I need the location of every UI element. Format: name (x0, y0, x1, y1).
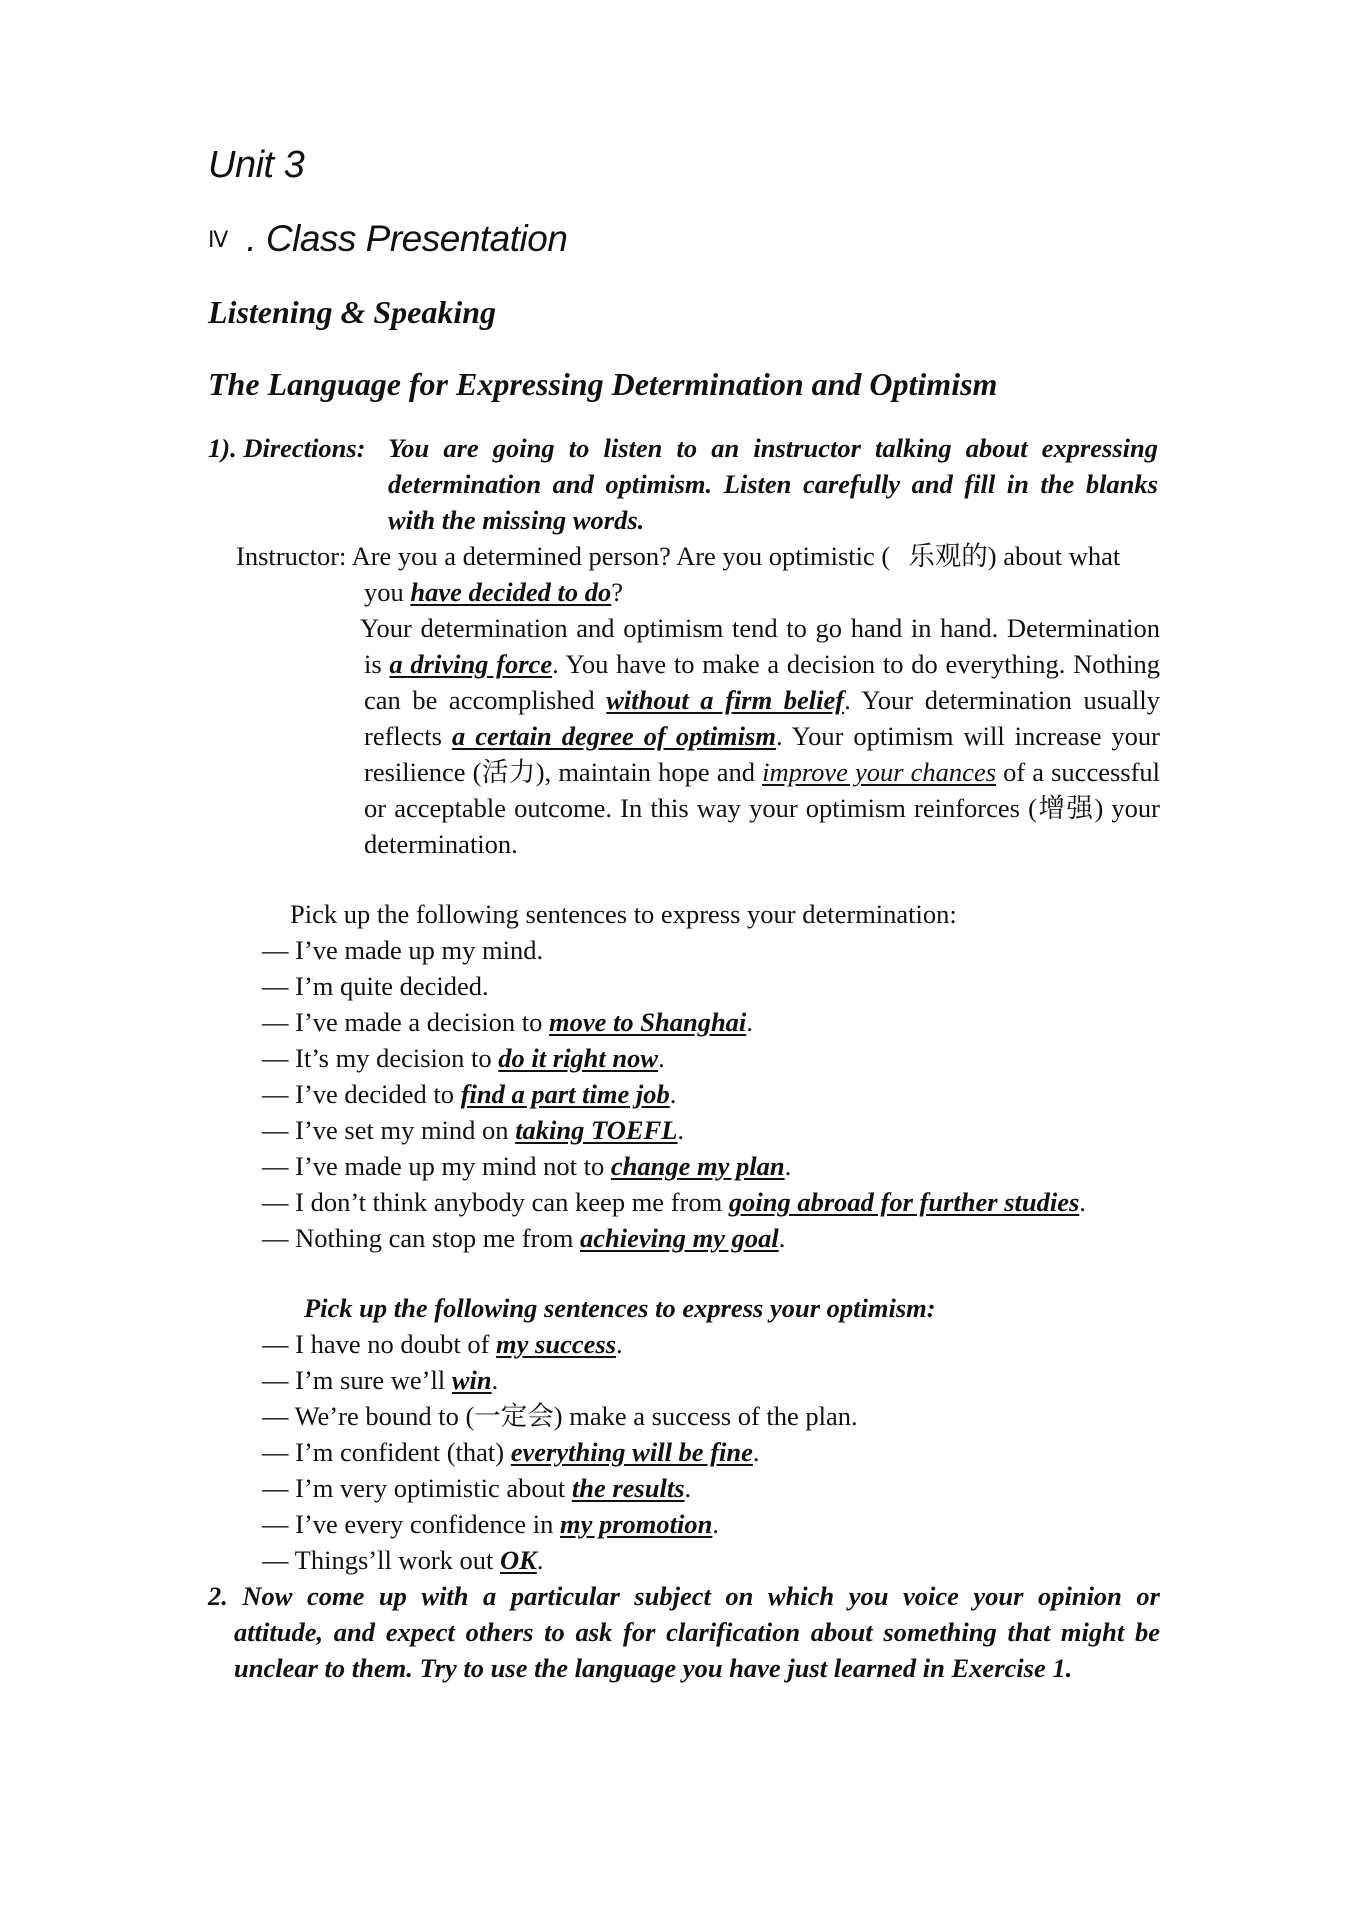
instructor-text: . Your determination usually reflects (364, 685, 1160, 751)
blank-answer: OK (500, 1545, 537, 1575)
item-end: . (712, 1509, 719, 1539)
blank-answer: taking TOEFL (515, 1115, 678, 1145)
item-text: — I’ve every confidence in (262, 1509, 560, 1539)
item-text: — Nothing can stop me from (262, 1223, 580, 1253)
list-item (262, 968, 1086, 1004)
blank-answer: my success (496, 1329, 617, 1359)
item-end: . (746, 1007, 753, 1037)
item-end: . (491, 1365, 499, 1395)
item-end: . (1079, 1187, 1086, 1217)
instructor-text: ) about what (987, 541, 1121, 571)
item-text: — We’re bound to (一定会) make a success of the plan. (262, 1401, 858, 1431)
instructor-line-2 (364, 574, 1160, 610)
chinese-gloss: 乐观的 (908, 541, 988, 571)
item-text: — I’ve made a decision to (262, 1007, 549, 1037)
item-end: . (669, 1079, 677, 1109)
list-item (262, 1184, 1086, 1220)
item-text: — I’ve decided to (262, 1079, 461, 1109)
instructor-text: . You have to make a decision to do everything. Nothing can be accomplished (364, 649, 1160, 715)
unit-title: Unit 3 (208, 144, 305, 186)
item-text: — I’m sure we’ll (262, 1365, 452, 1395)
list-item (262, 1148, 1086, 1184)
item-text: — I’ve made up my mind. (262, 935, 544, 965)
section-label: . Class Presentation (246, 218, 568, 259)
optimism-list (262, 1326, 858, 1578)
item-text: — I’m very optimistic about (262, 1473, 572, 1503)
blank-answer: have decided to do (410, 577, 612, 607)
list-item (262, 1326, 858, 1362)
instructor-text: ? (611, 577, 624, 607)
list-item (262, 1542, 858, 1578)
list-item (262, 1506, 858, 1542)
item-end: . (658, 1043, 665, 1073)
exercise2 (208, 1578, 1160, 1686)
blank-answer: win (451, 1365, 492, 1395)
item-text: — I’ve made up my mind not to (262, 1151, 611, 1181)
list-item (262, 1362, 858, 1398)
blank-answer: the results (571, 1473, 685, 1503)
blank-answer: my promotion (559, 1509, 713, 1539)
exercise2-line-1: 2. Now come up with a particular subject on which you voice your opinion or (208, 1581, 1160, 1611)
determination-list (262, 932, 1086, 1256)
item-end: . (752, 1437, 760, 1467)
heading-language: The Language for Expressing Determination and Optimism (208, 366, 998, 402)
section-numeral: Ⅳ (208, 227, 229, 252)
instructor-paragraph (360, 574, 1161, 862)
list-item (262, 1398, 858, 1434)
instructor-label: Instructor: (236, 541, 347, 571)
instructor-paragraph-2 (360, 610, 1161, 862)
blank-answer: everything will be fine (510, 1437, 753, 1467)
instructor-text: Are you a determined person? Are you optimistic ( (351, 541, 891, 571)
instructor-text: Your determination and optimism tend to go hand in hand. Determination is (360, 613, 1160, 679)
list-item (262, 1470, 858, 1506)
item-end: . (778, 1223, 786, 1253)
list-item (262, 1220, 1086, 1256)
item-end: . (616, 1329, 623, 1359)
blank-answer: move to Shanghai (548, 1007, 747, 1037)
blank-answer: do it right now (498, 1043, 659, 1073)
blank-answer: achieving my goal (579, 1223, 779, 1253)
blank-answer: without a firm belief (606, 685, 845, 715)
blank-answer: find a part time job (460, 1079, 670, 1109)
list-item (262, 1112, 1086, 1148)
blank-answer: improve your chances (762, 757, 997, 787)
item-text: — I have no doubt of (262, 1329, 497, 1359)
optimism-intro: Pick up the following sentences to express your optimism: (304, 1293, 936, 1323)
exercise2-continuation: attitude, and expect others to ask for clarification about something that might be unclear to them. Try to use the language you have just learned in Exercise 1. (234, 1617, 1160, 1683)
instructor-text: . Your optimism will increase your resilience (活力), maintain hope and (364, 721, 1161, 787)
list-item (262, 1040, 1086, 1076)
blank-answer: change my plan (610, 1151, 785, 1181)
heading-listening-speaking: Listening & Speaking (208, 294, 497, 330)
item-end: . (536, 1545, 544, 1575)
blank-answer: a certain degree of optimism (451, 721, 776, 751)
item-end: . (784, 1151, 792, 1181)
section-title (208, 218, 567, 260)
exercise1-label: 1). Directions: (208, 433, 366, 463)
instructor-line-1 (236, 538, 1120, 574)
determination-intro: Pick up the following sentences to express your determination: (290, 899, 957, 929)
list-item (262, 1434, 858, 1470)
item-end: . (684, 1473, 692, 1503)
blank-answer: going abroad for further studies (728, 1187, 1080, 1217)
item-text: — I’m confident (that) (262, 1437, 511, 1467)
instructor-text: you (364, 577, 404, 607)
list-item (262, 932, 1086, 968)
instructor-text: of a successful or acceptable outcome. In this way your optimism reinforces (增强) your determination. (364, 757, 1161, 859)
item-text: — I don’t think anybody can keep me from (262, 1187, 729, 1217)
list-item (262, 1076, 1086, 1112)
item-text: — Things’ll work out (262, 1545, 501, 1575)
item-text: — I’ve set my mind on (262, 1115, 516, 1145)
item-end: . (677, 1115, 685, 1145)
item-text: — It’s my decision to (262, 1043, 499, 1073)
blank-answer: a driving force (389, 649, 553, 679)
list-item (262, 1004, 1086, 1040)
exercise1-directions: You are going to listen to an instructor talking about expressing determination and optimism. Listen carefully and fill in the blanks with the missing words. (388, 433, 1158, 535)
item-text: — I’m quite decided. (262, 971, 489, 1001)
